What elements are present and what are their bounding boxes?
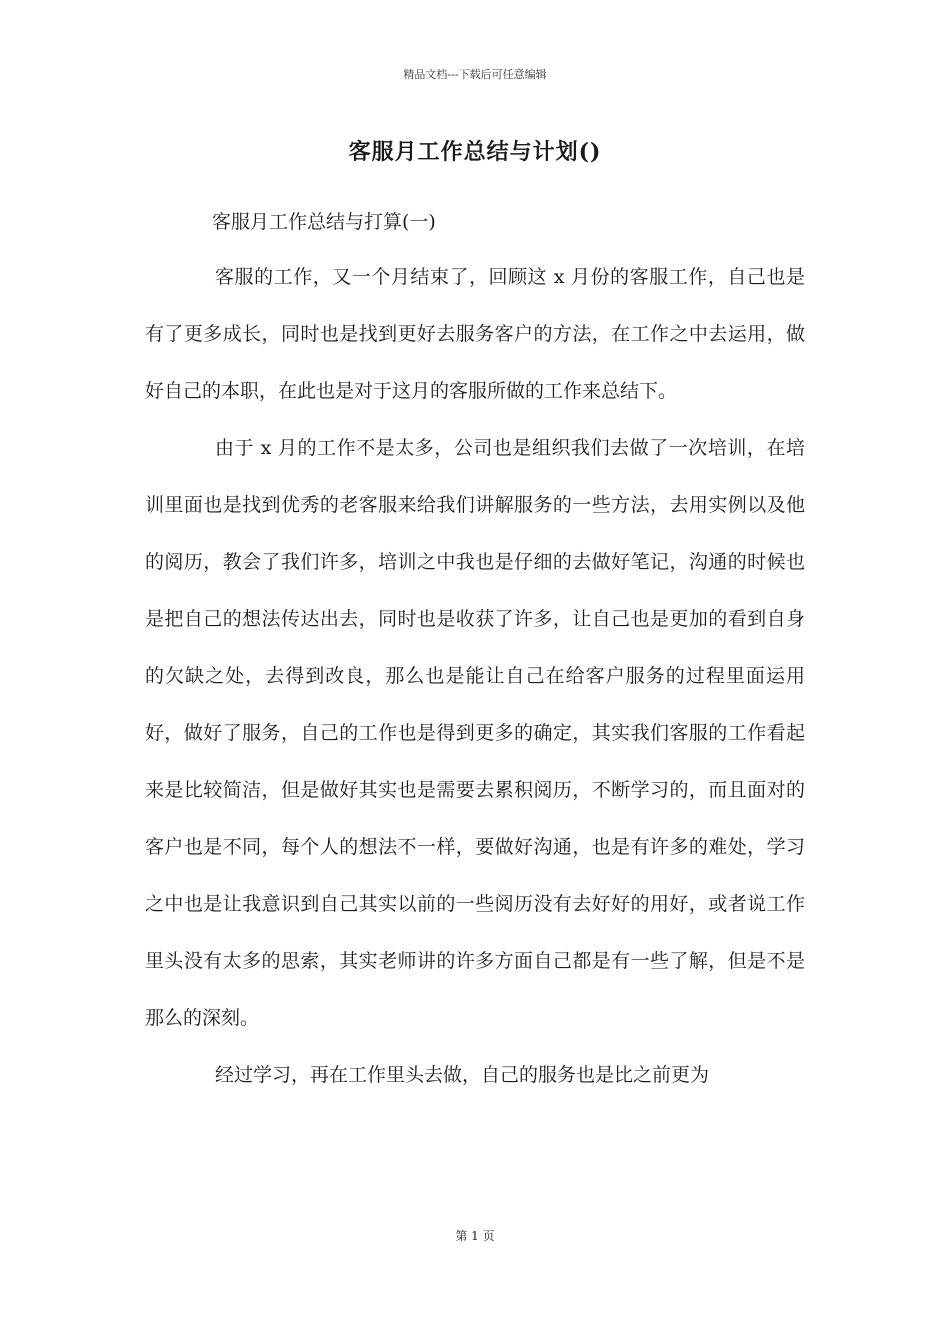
paragraph-2: 由于 x 月的工作不是太多，公司也是组织我们去做了一次培训，在培训里面也是找到优秀的老客服来给我们讲解服务的一些方法，去用实例以及他的阅历，教会了我们许多，培训之中我也是仔细的去做好笔记，沟通的时候也是把自己的想法传达出去，同时也是收获了许多，让自己也是更加的看到自身的欠缺之处，去得到改良，那么也是能让自己在给客户服务的过程里面运用好，做好了服务，自己的工作也是得到更多的确定，其实我们客服的工作看起来是比较简洁，但是做好其实也是需要去累积阅历，不断学习的，而且面对的客户也是不同，每个人的想法不一样，要做好沟通，也是有许多的难处，学习之中也是让我意识到自己其实以前的一些阅历没有去好好的用好，或者说工作里头没有太多的思索，其实老师讲的许多方面自己都是有一些了解，但是不是那么的深刻。 bbox=[145, 437, 805, 1029]
page-number: 第 1 页 bbox=[455, 1229, 495, 1243]
document-body bbox=[145, 249, 805, 1104]
document-title: 客服月工作总结与计划() bbox=[348, 139, 602, 165]
document-subtitle: 客服月工作总结与打算(一) bbox=[212, 211, 436, 233]
paragraph-3: 经过学习，再在工作里头去做，自己的服务也是比之前更为 bbox=[215, 1064, 710, 1086]
page-header: 精品文档---下载后可任意编辑 bbox=[403, 68, 547, 81]
paragraph-1: 客服的工作，又一个月结束了，回顾这 x 月份的客服工作，自己也是有了更多成长，同时也是找到更好去服务客户的方法，在工作之中去运用，做好自己的本职，在此也是对于这月的客服所做的工作来总结下。 bbox=[145, 266, 805, 402]
